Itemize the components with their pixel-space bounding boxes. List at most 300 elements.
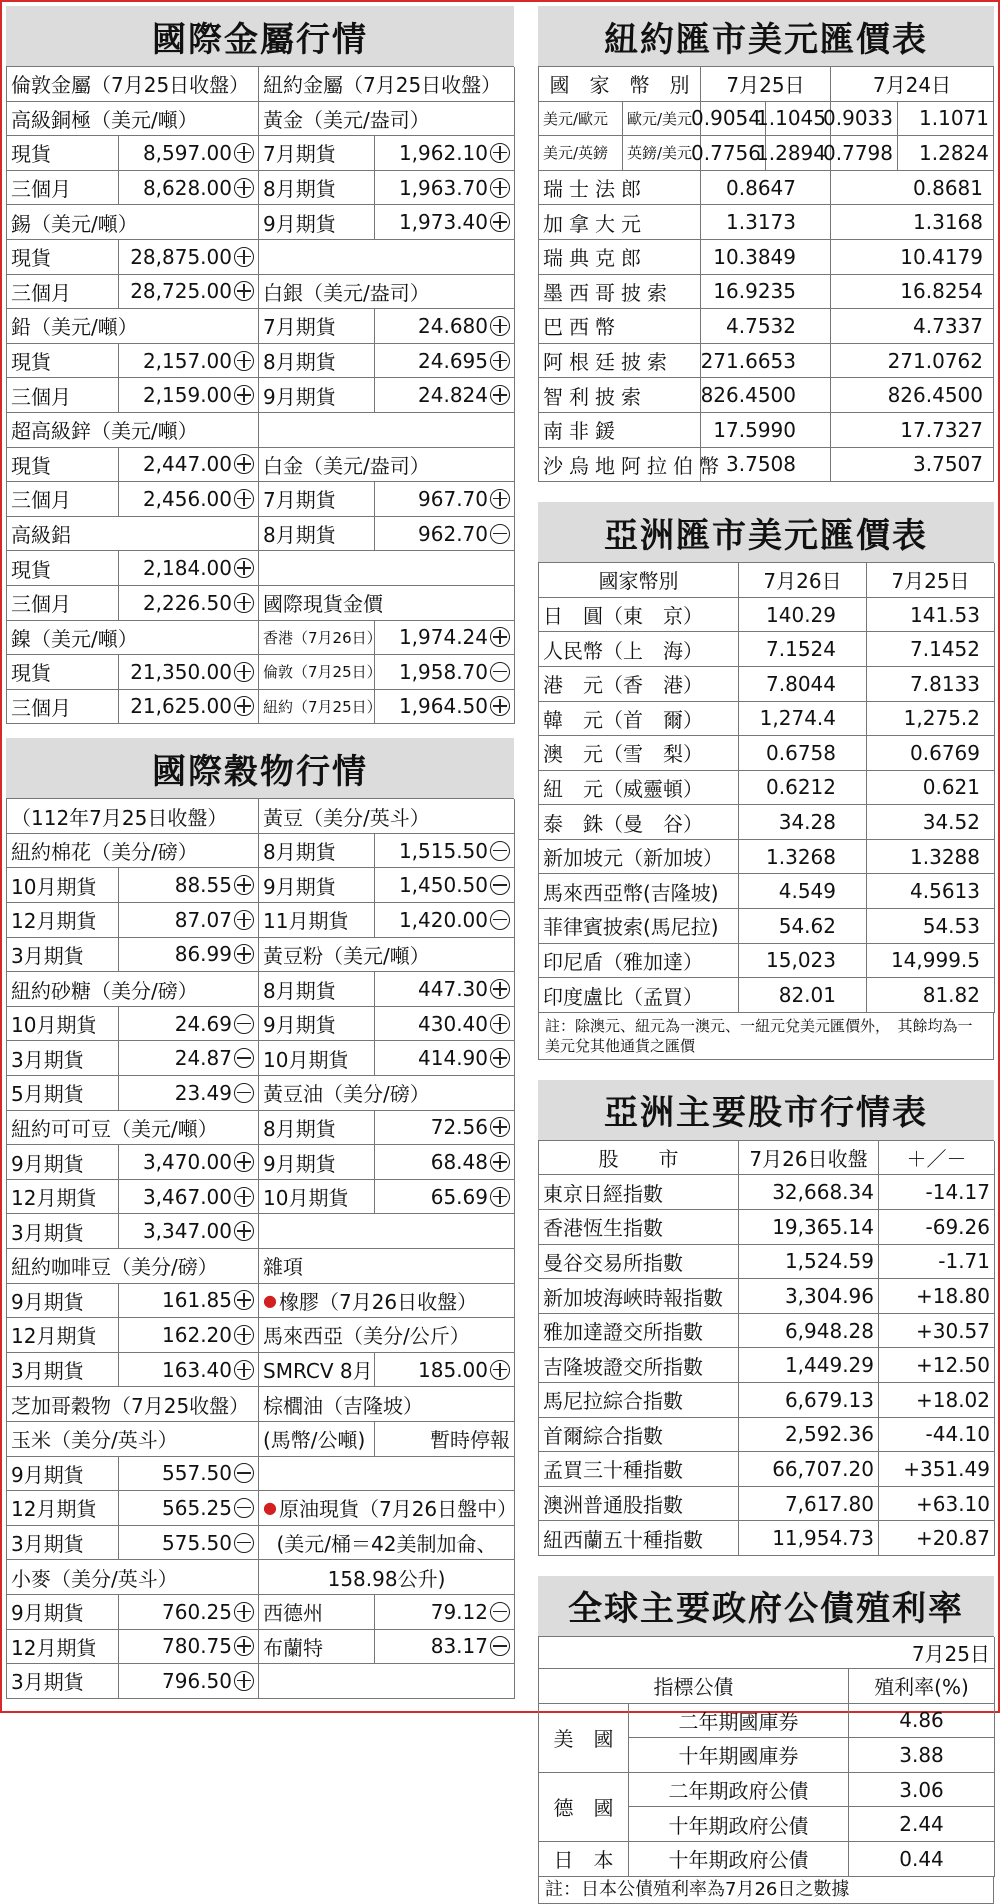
price-value: [375, 171, 515, 206]
item-label: 9月期貨: [7, 1457, 119, 1492]
rate-value: 0.6758: [739, 736, 867, 771]
value-text: 28,725.00: [130, 279, 232, 304]
price-value: [119, 1318, 259, 1353]
value-text: 430.40: [418, 1011, 488, 1036]
value-text: 1,962.10: [398, 140, 488, 165]
rate-value: 54.53: [867, 909, 995, 944]
index-name: 首爾綜合指數: [539, 1418, 739, 1453]
bond-name: 十年期政府公債: [629, 1842, 849, 1877]
item-label: 布蘭特: [259, 1630, 375, 1665]
index-name: 孟買三十種指數: [539, 1452, 739, 1487]
rate-value: 7.8133: [867, 667, 995, 702]
value-text: 暫時停報: [430, 1428, 510, 1453]
price-value: [119, 1076, 259, 1111]
item-label: 9月期貨: [259, 1007, 375, 1042]
price-value: [375, 621, 515, 656]
section-header: [259, 1284, 515, 1319]
col-header: 國 家 幣 別: [539, 67, 701, 102]
value-text: 796.50: [162, 1668, 232, 1693]
item-label: 現貨: [7, 344, 119, 379]
index-change: -44.10: [879, 1418, 995, 1453]
item-label: 10月期貨: [7, 868, 119, 903]
value-text: 1,515.50: [398, 838, 488, 863]
value-text: 3,470.00: [142, 1150, 232, 1175]
item-label: (馬幣/公噸): [259, 1422, 375, 1457]
plus-circle-icon: [490, 143, 510, 163]
value-text: 21,625.00: [130, 694, 232, 719]
col-header: 殖利率(%): [849, 1669, 995, 1704]
plus-circle-icon: [234, 247, 254, 267]
section-header: 錫（美元/噸）: [7, 205, 259, 240]
section-header: [259, 1214, 515, 1249]
rate-value: 17.5990: [701, 413, 831, 448]
header-text: 白金（美元/盎司）: [263, 453, 430, 478]
rate-value: 1.3268: [739, 840, 867, 875]
price-value: [375, 1145, 515, 1180]
currency-name: 泰 銖（曼 谷）: [539, 805, 739, 840]
index-name: 澳洲普通股指數: [539, 1487, 739, 1522]
bond-name: 十年期政府公債: [629, 1807, 849, 1842]
price-value: [375, 1041, 515, 1076]
plus-circle-icon: [490, 627, 510, 647]
plus-circle-icon: [234, 944, 254, 964]
bond-name: 二年期國庫券: [629, 1704, 849, 1739]
currency-name: 巴西幣: [539, 309, 701, 344]
rate-value: 81.82: [867, 978, 995, 1013]
price-value: [375, 309, 515, 344]
item-label: 9月期貨: [259, 378, 375, 413]
plus-circle-icon: [234, 1221, 254, 1241]
header-text: 白銀（美元/盎司）: [263, 280, 430, 305]
index-change: -69.26: [879, 1210, 995, 1245]
currency-name: 人民幣（上 海）: [539, 632, 739, 667]
price-value: [119, 1284, 259, 1319]
rate-value: 34.52: [867, 805, 995, 840]
section-header: 鎳（美元/噸）: [7, 621, 259, 656]
index-name: 紐西蘭五十種指數: [539, 1521, 739, 1556]
price-value: [119, 903, 259, 938]
plus-circle-icon: [234, 489, 254, 509]
item-label: 三個月: [7, 690, 119, 725]
section-header: [259, 413, 515, 448]
index-name: 馬尼拉綜合指數: [539, 1383, 739, 1418]
rate-value: 4.7337: [831, 309, 994, 344]
col-header: 7月26日收盤: [739, 1141, 879, 1176]
rate-value: 271.6653: [701, 344, 831, 379]
value-text: 3,467.00: [142, 1184, 232, 1209]
plus-circle-icon: [234, 351, 254, 371]
price-value: [119, 1664, 259, 1699]
item-label: 3月期貨: [7, 1664, 119, 1699]
price-value: [119, 1595, 259, 1630]
country-name: 美 國: [539, 1704, 629, 1773]
index-close: 1,524.59: [739, 1245, 879, 1280]
rate-value: 0.7798: [831, 136, 898, 171]
index-close: 66,707.20: [739, 1452, 879, 1487]
index-change: +20.87: [879, 1521, 995, 1556]
index-close: 6,679.13: [739, 1383, 879, 1418]
value-text: 1,973.40: [398, 210, 488, 235]
plus-circle-icon: [234, 143, 254, 163]
plus-circle-icon: [234, 385, 254, 405]
plus-circle-icon: [490, 979, 510, 999]
section-header: （112年7月25日收盤）: [7, 799, 259, 834]
bonds-date: 7月25日: [539, 1637, 995, 1669]
bullet-icon: ●: [263, 1290, 277, 1310]
rate-value: 10.3849: [701, 240, 831, 275]
index-change: -1.71: [879, 1245, 995, 1280]
value-text: 1,963.70: [398, 175, 488, 200]
section-header: 玉米（美分/英斗）: [7, 1422, 259, 1457]
item-label: 7月期貨: [259, 309, 375, 344]
value-text: 2,456.00: [142, 486, 232, 511]
currency-name: 南非鍰: [539, 413, 701, 448]
price-value: [119, 1353, 259, 1388]
item-label: 三個月: [7, 586, 119, 621]
section-header: 鉛（美元/噸）: [7, 309, 259, 344]
plus-circle-icon: [490, 696, 510, 716]
section-header: 紐約砂糖（美分/磅）: [7, 972, 259, 1007]
rate-value: 0.6769: [867, 736, 995, 771]
value-text: 185.00: [418, 1357, 488, 1382]
section-header: 倫敦金屬（7月25日收盤）: [7, 67, 259, 102]
currency-name: 瑞典克郎: [539, 240, 701, 275]
header-text: 158.98公升): [327, 1566, 446, 1591]
plus-circle-icon: [234, 662, 254, 682]
rate-value: 0.9054: [701, 102, 766, 137]
currency-name: 港 元（香 港）: [539, 667, 739, 702]
item-label: 現貨: [7, 448, 119, 483]
rate-value: 141.53: [867, 598, 995, 633]
value-text: 162.20: [162, 1322, 232, 1347]
rate-value: 1.2894: [766, 136, 831, 171]
col-header: 7月25日: [867, 563, 995, 598]
index-close: 3,304.96: [739, 1279, 879, 1314]
price-value: [375, 1630, 515, 1665]
rate-value: 826.4500: [831, 378, 994, 413]
index-close: 7,617.80: [739, 1487, 879, 1522]
rate-value: 4.549: [739, 874, 867, 909]
minus-circle-icon: [490, 1636, 510, 1656]
plus-circle-icon: [234, 1187, 254, 1207]
col-header: 國家幣別: [539, 563, 739, 598]
value-text: 967.70: [418, 486, 488, 511]
minus-circle-icon: [234, 1048, 254, 1068]
value-text: 79.12: [430, 1599, 488, 1624]
minus-circle-icon: [234, 1014, 254, 1034]
section-header: [259, 799, 515, 834]
value-text: 962.70: [418, 521, 488, 546]
value-text: 24.695: [418, 348, 488, 373]
value-text: 2,157.00: [142, 348, 232, 373]
index-change: +30.57: [879, 1314, 995, 1349]
rate-value: 140.29: [739, 598, 867, 633]
value-text: 1,974.24: [398, 625, 488, 650]
rate-value: 1,275.2: [867, 702, 995, 737]
header-text: 棕櫚油（吉隆坡）: [263, 1393, 423, 1418]
plus-circle-icon: [234, 454, 254, 474]
value-text: 3,347.00: [142, 1219, 232, 1244]
bond-yield: 4.86: [849, 1704, 995, 1739]
section-header: 小麥（美分/英斗）: [7, 1560, 259, 1595]
value-text: 1,964.50: [398, 694, 488, 719]
value-text: 163.40: [162, 1357, 232, 1382]
section-header: [259, 102, 515, 137]
rate-value: 3.7507: [831, 448, 994, 483]
section-header: [259, 586, 515, 621]
item-label: 8月期貨: [259, 834, 375, 869]
minus-circle-icon: [234, 1463, 254, 1483]
index-change: -14.17: [879, 1175, 995, 1210]
index-change: +351.49: [879, 1452, 995, 1487]
price-value: [375, 1180, 515, 1215]
value-text: 24.69: [174, 1011, 232, 1036]
section-header: [259, 1387, 515, 1422]
section-header: 紐約棉花（美分/磅）: [7, 834, 259, 869]
item-label: 8月期貨: [259, 171, 375, 206]
rate-value: 1.1045: [766, 102, 831, 137]
price-value: [119, 240, 259, 275]
value-text: 88.55: [174, 873, 232, 898]
item-label: 12月期貨: [7, 1630, 119, 1665]
bonds-table: [538, 1669, 994, 1877]
price-value: [119, 1491, 259, 1526]
item-label: 12月期貨: [7, 1318, 119, 1353]
section-header: [259, 1560, 515, 1595]
pair-label: 美元/英鎊: [539, 136, 623, 171]
rate-value: 17.7327: [831, 413, 994, 448]
right-column: [538, 6, 994, 1904]
plus-circle-icon: [234, 281, 254, 301]
col-header: ＋／－: [879, 1141, 995, 1176]
plus-circle-icon: [234, 593, 254, 613]
metals-title: 國際金屬行情: [6, 6, 514, 66]
value-text: 8,597.00: [142, 140, 232, 165]
item-label: 9月期貨: [7, 1145, 119, 1180]
grains-table: [6, 798, 518, 1698]
price-value: [119, 551, 259, 586]
index-close: 11,954.73: [739, 1521, 879, 1556]
price-value: [119, 1041, 259, 1076]
value-text: 8,628.00: [142, 175, 232, 200]
item-label: 三個月: [7, 378, 119, 413]
minus-circle-icon: [490, 841, 510, 861]
price-value: [119, 136, 259, 171]
price-value: [375, 378, 515, 413]
rate-value: 1.3173: [701, 205, 831, 240]
value-text: 2,226.50: [142, 590, 232, 615]
item-label: 8月期貨: [259, 972, 375, 1007]
rate-value: 0.6212: [739, 771, 867, 806]
index-change: +12.50: [879, 1348, 995, 1383]
header-text: 橡膠（7月26日收盤）: [278, 1289, 478, 1314]
price-value: [375, 205, 515, 240]
item-label: 西德州: [259, 1595, 375, 1630]
plus-circle-icon: [490, 316, 510, 336]
currency-name: 日 圓（東 京）: [539, 598, 739, 633]
index-change: +18.02: [879, 1383, 995, 1418]
rate-value: 1,274.4: [739, 702, 867, 737]
value-text: 2,184.00: [142, 556, 232, 581]
item-label: 12月期貨: [7, 903, 119, 938]
item-label: 10月期貨: [259, 1180, 375, 1215]
plus-circle-icon: [234, 1671, 254, 1691]
rate-value: 0.7756: [701, 136, 766, 171]
currency-name: 智利披索: [539, 378, 701, 413]
price-value: [375, 517, 515, 552]
price-value: [119, 586, 259, 621]
pair-label: 美元/歐元: [539, 102, 623, 137]
plus-circle-icon: [234, 558, 254, 578]
header-text: 原油現貨（7月26日盤中）: [278, 1497, 518, 1522]
col-header: 股 市: [539, 1141, 739, 1176]
rate-value: 271.0762: [831, 344, 994, 379]
plus-circle-icon: [490, 1187, 510, 1207]
item-label: 紐約（7月25日）: [259, 690, 375, 725]
item-label: 三個月: [7, 171, 119, 206]
item-label: 3月期貨: [7, 1353, 119, 1388]
section-header: 紐約可可豆（美元/噸）: [7, 1111, 259, 1146]
rate-value: 0.9033: [831, 102, 898, 137]
metals-table: [6, 66, 514, 724]
price-value: [375, 1111, 515, 1146]
rate-value: 0.8647: [701, 171, 831, 206]
rate-value: 7.8044: [739, 667, 867, 702]
section-header: 芝加哥穀物（7月25收盤）: [7, 1387, 259, 1422]
value-text: 565.25: [162, 1495, 232, 1520]
item-label: 12月期貨: [7, 1491, 119, 1526]
minus-circle-icon: [234, 1498, 254, 1518]
price-value: [375, 972, 515, 1007]
value-text: 87.07: [174, 907, 232, 932]
plus-circle-icon: [490, 212, 510, 232]
item-label: 現貨: [7, 551, 119, 586]
item-label: 7月期貨: [259, 482, 375, 517]
bonds-title: 全球主要政府公債殖利率: [538, 1576, 994, 1636]
plus-circle-icon: [490, 385, 510, 405]
currency-name: 印度盧比（孟買）: [539, 978, 739, 1013]
bond-name: 二年期政府公債: [629, 1773, 849, 1808]
left-column: [6, 6, 518, 1699]
minus-circle-icon: [490, 524, 510, 544]
plus-circle-icon: [490, 1014, 510, 1034]
index-name: 新加坡海峽時報指數: [539, 1279, 739, 1314]
value-text: 557.50: [162, 1461, 232, 1486]
price-value: [119, 938, 259, 973]
value-text: 414.90: [418, 1046, 488, 1071]
section-header: [259, 67, 515, 102]
value-text: 1,958.70: [398, 659, 488, 684]
header-text: 黃豆油（美分/磅）: [263, 1082, 430, 1107]
bonds-note: 註：日本公債殖利率為7月26日之數據: [538, 1877, 994, 1904]
plus-circle-icon: [490, 1048, 510, 1068]
minus-circle-icon: [490, 662, 510, 682]
value-text: 23.49: [174, 1080, 232, 1105]
rate-value: 0.8681: [831, 171, 994, 206]
header-text: 馬來西亞（美分/公斤）: [263, 1324, 470, 1349]
plus-circle-icon: [490, 489, 510, 509]
item-label: 9月期貨: [259, 205, 375, 240]
currency-name: 印尼盾（雅加達）: [539, 944, 739, 979]
rate-value: 826.4500: [701, 378, 831, 413]
plus-circle-icon: [490, 178, 510, 198]
asia-fx-note: 註：除澳元、紐元為一澳元、一紐元兌美元匯價外， 其餘均為一美元兌其他通貨之匯價: [538, 1013, 994, 1060]
header-text: 國際現貨金價: [263, 592, 383, 617]
index-close: 32,668.34: [739, 1175, 879, 1210]
item-label: 5月期貨: [7, 1076, 119, 1111]
currency-name: 加拿大元: [539, 205, 701, 240]
rate-value: 7.1452: [867, 632, 995, 667]
rate-value: 1.1071: [898, 102, 994, 137]
currency-name: 瑞士法郎: [539, 171, 701, 206]
grains-title: 國際穀物行情: [6, 738, 514, 798]
section-header: 高級鋁: [7, 517, 259, 552]
plus-circle-icon: [234, 1636, 254, 1656]
currency-name: 馬來西亞幣(吉隆坡): [539, 874, 739, 909]
item-label: 3月期貨: [7, 1041, 119, 1076]
bond-yield: 0.44: [849, 1842, 995, 1877]
header-text: (美元/桶＝42美制加侖、: [276, 1532, 497, 1557]
country-name: 德 國: [539, 1773, 629, 1842]
plus-circle-icon: [234, 1152, 254, 1172]
section-header: [259, 1457, 515, 1492]
price-value: [375, 1595, 515, 1630]
item-label: 9月期貨: [7, 1284, 119, 1319]
value-text: 24.680: [418, 313, 488, 338]
minus-circle-icon: [490, 875, 510, 895]
value-text: 2,159.00: [142, 383, 232, 408]
price-value: [119, 868, 259, 903]
value-text: 86.99: [174, 942, 232, 967]
index-name: 東京日經指數: [539, 1175, 739, 1210]
item-label: 8月期貨: [259, 1111, 375, 1146]
stocks-table: [538, 1140, 994, 1556]
index-change: +63.10: [879, 1487, 995, 1522]
item-label: 7月期貨: [259, 136, 375, 171]
item-label: 三個月: [7, 275, 119, 310]
item-label: 倫敦（7月25日）: [259, 655, 375, 690]
value-text: 1,420.00: [398, 907, 488, 932]
plus-circle-icon: [234, 1290, 254, 1310]
value-text: 72.56: [430, 1115, 488, 1140]
value-text: 68.48: [430, 1150, 488, 1175]
price-value: [119, 655, 259, 690]
rate-value: 10.4179: [831, 240, 994, 275]
bonds-date-row: [538, 1636, 994, 1669]
value-text: 1,450.50: [398, 873, 488, 898]
item-label: 9月期貨: [259, 868, 375, 903]
plus-circle-icon: [490, 1152, 510, 1172]
currency-name: 韓 元（首 爾）: [539, 702, 739, 737]
plus-circle-icon: [234, 1360, 254, 1380]
section-header: 高級銅極（美元/噸）: [7, 102, 259, 137]
item-label: 現貨: [7, 240, 119, 275]
price-value: [119, 1180, 259, 1215]
value-text: 83.17: [430, 1634, 488, 1659]
currency-name: 阿根廷披索: [539, 344, 701, 379]
rate-value: 7.1524: [739, 632, 867, 667]
price-value: [375, 482, 515, 517]
rate-value: 54.62: [739, 909, 867, 944]
price-value: [119, 275, 259, 310]
section-header: [259, 1664, 515, 1699]
rate-value: 34.28: [739, 805, 867, 840]
price-value: [375, 1007, 515, 1042]
item-label: 8月期貨: [259, 517, 375, 552]
plus-circle-icon: [234, 1325, 254, 1345]
minus-circle-icon: [234, 1533, 254, 1553]
section-header: [259, 1491, 518, 1526]
